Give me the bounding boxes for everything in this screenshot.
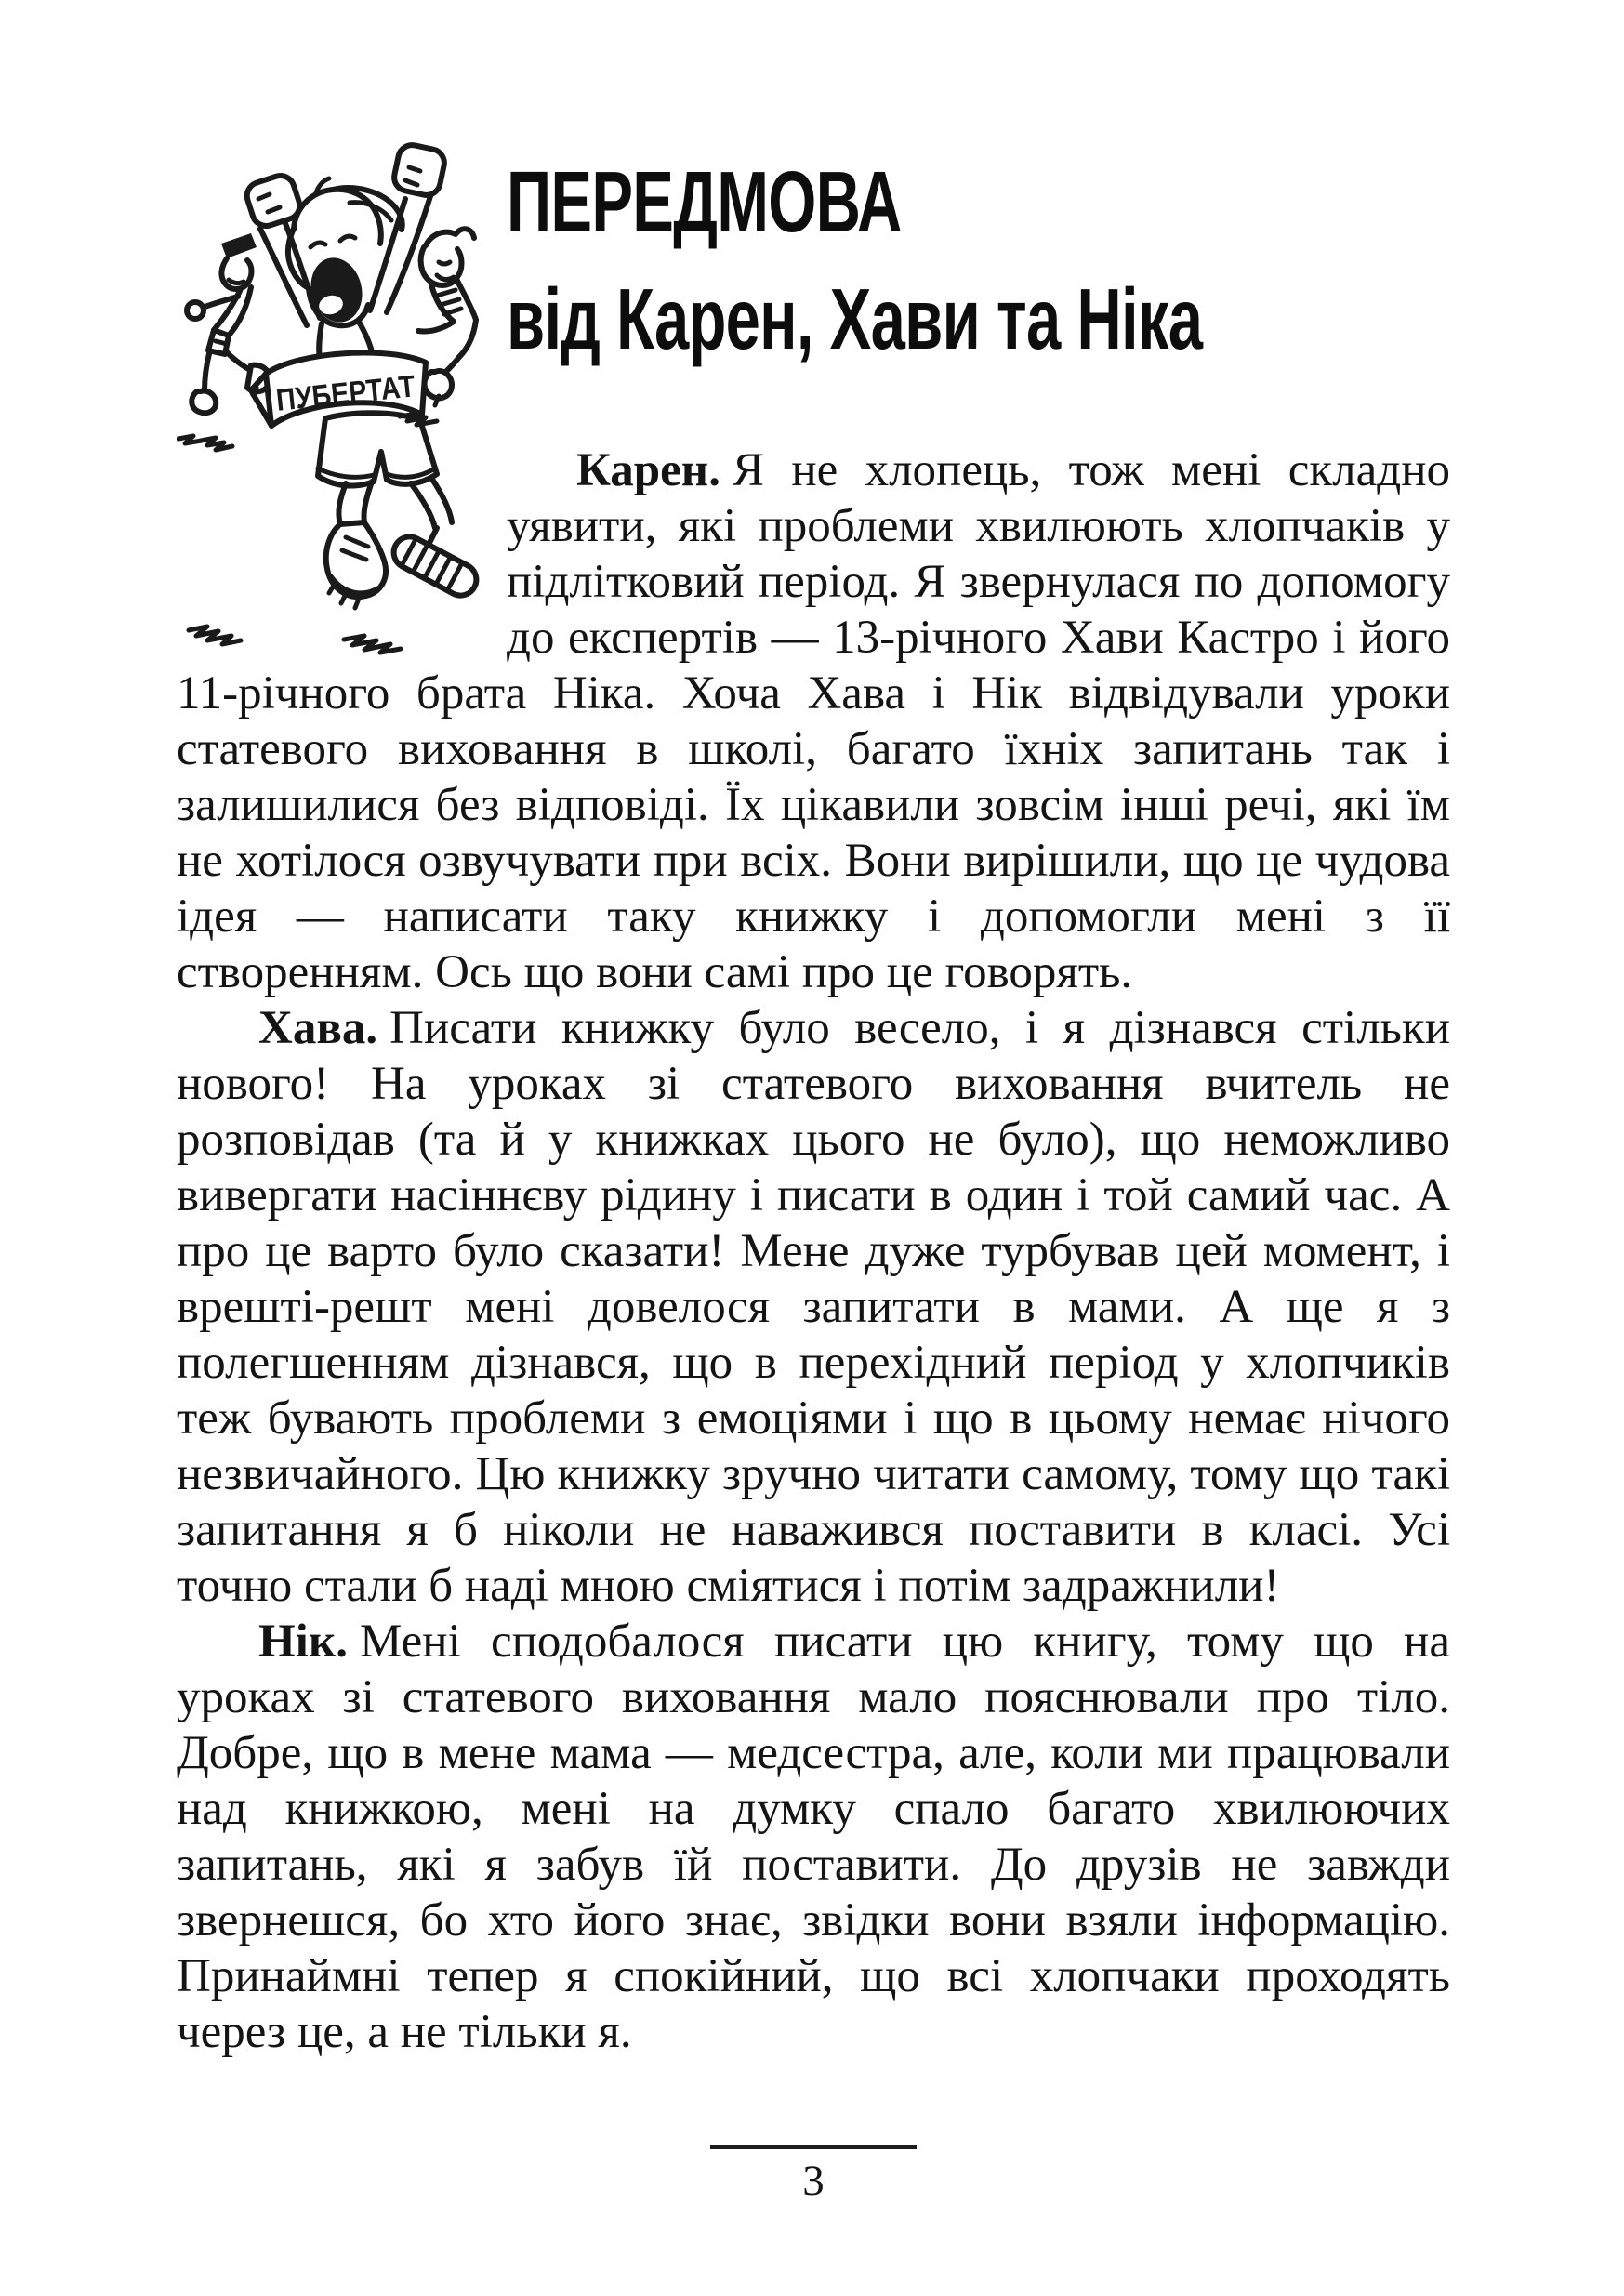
paragraph-hava: [177, 1000, 1450, 1614]
right-sneaker-sole: [389, 531, 482, 600]
paragraph-nik-lead: Нік.: [258, 1616, 348, 1668]
banner-text: ПУБЕРТАТ: [274, 366, 438, 417]
jumping-boy-cartoon: [177, 89, 507, 661]
paragraph-karen-text: Я не хлопець, тож мені складно уявити, які проблеми хвилюють хлопчаків у підлітковий період. Я звернулася по допомогу до експертів — 13-річного Хави Кастро і його 11-річного брата Ніка. Хоча Хава і Нік відвідували уроки статевого виховання в школі, багато їхніх запитань так і залишилися без відповіді. Їх цікавили зовсім інші речі, які їм не хотілося озвучувати при всіх. Вони вирішили, що це чудова ідея — написати таку книжку і допомогли мені з її створенням. Ось що вони самі про це говорять.: [177, 444, 1450, 998]
paragraph-nik-text: Мені сподобалося писати цю книгу, тому що на уроках зі статевого виховання мало пояснювали про тіло. Добре, що в мене мама — медсестра, але, коли ми працювали над книжкою, мені на думку спало багато хвилюючих запитань, які я забув їй поставити. До друзів не завжди звернешся, бо хто його знає, звідки вони взяли інформацію. Принаймні тепер я спокійний, що всі хлопчаки проходять через це, а не тільки я.: [177, 1616, 1450, 2058]
paragraph-karen-lead: Карен.: [576, 444, 720, 496]
page-subtitle-text: від Карен, Хави та Ніка: [507, 271, 1203, 367]
paragraph-hava-text: Писати книжку було весело, і я дізнався стільки нового! На уроках зі статевого виховання вчитель не розповідав (та й у книжках цього не було), що неможливо вивергати насіннєву рідину і писати в один і той самий час. А про це варто було сказати! Мене дуже турбував цей момент, і врешті-решт мені довелося запитати в мами. А ще я з полегшенням дізнався, що в перехідний період у хлопчиків теж бувають проблеми з емоціями і що в цьому немає нічого незвичайного. Цю книжку зручно читати самому, тому що такі запитання я б ніколи не наважився поставити в класі. Усі точно стали б наді мною сміятися і потім задражнили!: [177, 1002, 1450, 1612]
footer-divider: [710, 2145, 917, 2149]
right-fist: [391, 142, 446, 197]
paragraph-nik: [177, 1614, 1450, 2060]
page-number: 3: [802, 2157, 825, 2205]
pubertat-illustration: [177, 89, 507, 661]
left-sneaker: [326, 522, 386, 608]
paragraph-hava-lead: Хава.: [258, 1002, 378, 1054]
page-title-text: ПЕРЕДМОВА: [507, 153, 902, 250]
page-footer: [177, 2145, 1450, 2205]
